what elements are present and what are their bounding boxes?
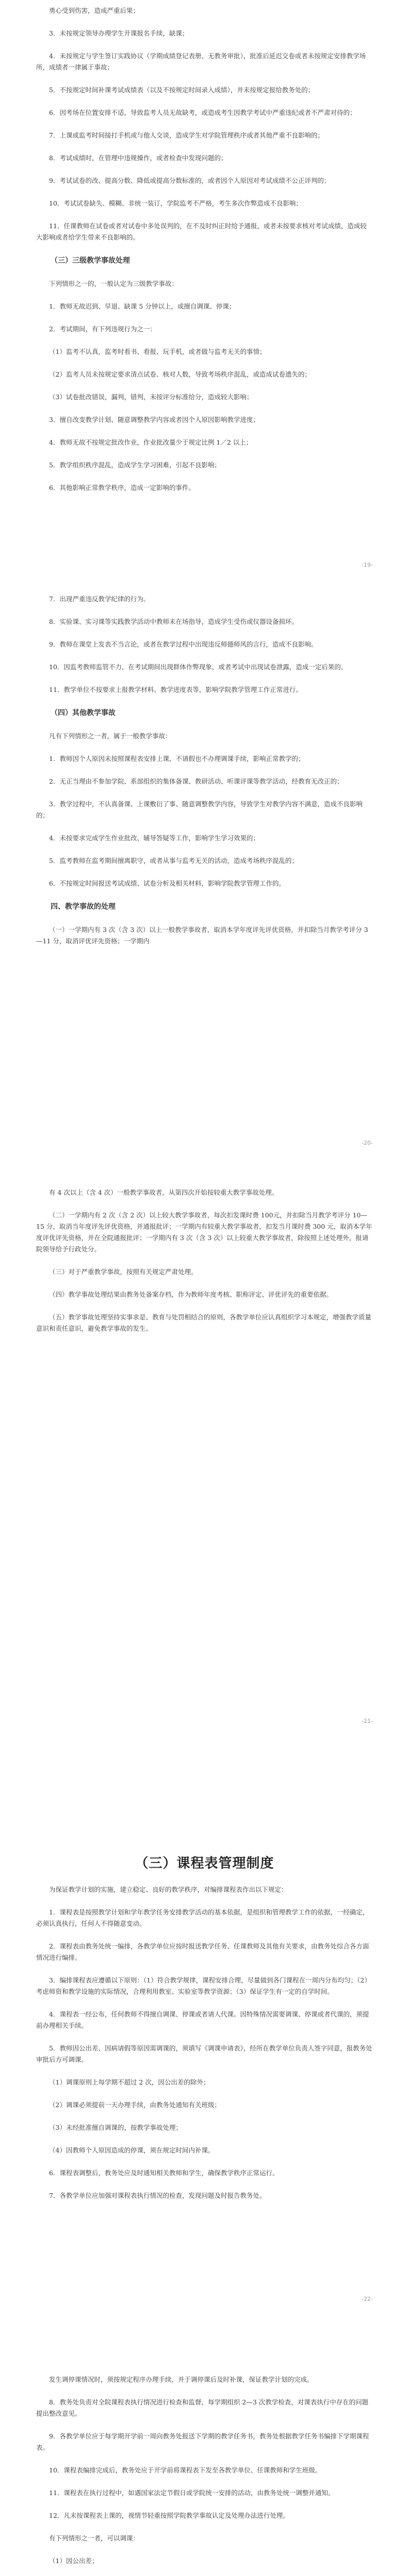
- paragraph: 5．监考教师在监考期间擅离职守，或者从事与监考无关的活动，造成考场秩序混乱的；: [49, 857, 298, 865]
- paragraph: 7．上课或监考时间接打手机或与他人交谈，造成学生对学院管理秩序或者其他严重不良影响的；: [49, 131, 324, 139]
- paragraph: （三）对于严重教学事故，按照有关规定严肃处理。: [49, 1268, 198, 1276]
- paragraph: 10．因监考教师监管不力，在考试期间出现群体作弊现象，或者考试中出现试卷泄露，造成一定后果的。: [49, 663, 348, 671]
- section-title: （三）课程表管理制度: [135, 1856, 274, 1871]
- paragraph: 1．教师因个人原因未按照课程表安排上课，不请假也不办理调课手续，影响正常教学的；: [49, 755, 305, 762]
- paragraph: （3）未经批准擅自调课的，按教学事故处理；: [49, 2124, 182, 2131]
- paragraph: 9．考试试卷的改、提高分数、降低或提高分数标准的，或者因个人原因对考试成绩不公正评判的；: [49, 177, 331, 184]
- paragraph: 4．教师无故不按规定批改作业，作业批改量少于规定比例 1／2 以上；: [49, 438, 253, 446]
- section-heading: （四）其他教学事故: [51, 709, 116, 717]
- paragraph: （四）教学事故处理结果由教务处备案存档，作为教师年度考核、职称评定、评优评先的重要依据。: [49, 1291, 333, 1298]
- paragraph: 9．教师在课堂上发表不当言论，或者在教学过程中出现违反师德师风的言行，造成不良影响。: [49, 640, 318, 648]
- paragraph: 3．教学过程中，不认真备课、上课敷衍了事、随意调整教学内容，导致学生对教学内容不满意，造成不良影响的；: [36, 800, 363, 819]
- paragraph: 7．各教学单位应加强对课程表执行情况的检查，发现问题及时报告教务处。: [49, 2192, 266, 2199]
- paragraph: 5．教学组织秩序混乱，造成学生学习困难，引起不良影响；: [49, 461, 221, 469]
- paragraph: （2）调课必须提前一天办理手续，由教务处通知有关班级；: [49, 2101, 221, 2109]
- section-heading: 四、教学事故的处理: [51, 903, 116, 911]
- paragraph: 凡有下列情形之一者，属于一般教学事故：: [49, 732, 172, 740]
- paragraph: 6．其他影响正常教学秩序，造成一定影响的事件。: [49, 484, 195, 492]
- paragraph: 勇心受到伤害，造成严重后果；: [49, 7, 140, 14]
- paragraph: 1．课程表是按照教学计划和学年教学任务安排教学活动的基本依据，是组织和管理教学工作的依据，一经确定，必须认真执行，任何人不得随意变动。: [36, 1908, 369, 1927]
- page-number: -22-: [362, 2296, 373, 2302]
- paragraph: 8．实验课、实习课等实践教学活动中教师未在场指导，造成学生受伤或仪器设备损坏。: [49, 618, 298, 625]
- paragraph: 8．教务处负责对全院课程表执行情况进行检查和监督，每学期组织 2—3 次教学检查，对课表执行中存在的问题提出整改意见。: [36, 2398, 369, 2417]
- paragraph: 有 4 次以上（含 4 次）一般教学事故者，从第四次开始按较重大教学事故处理。: [49, 1189, 279, 1196]
- paragraph: 3．未按规定领导办理学生开课报名手续，缺课；: [49, 29, 189, 37]
- page-number: -21-: [362, 1718, 373, 1724]
- paragraph: 4．未按规定与学生签订实践协议（学期成绩登记表册、无教务审批），批准后延迟交卷或者未按规定安排教学场所，成绩者一律属于事故；: [36, 52, 366, 71]
- paragraph: 5．教师因公出差、因病请假等原因需调课的，须填写《调课申请表》，经所在教学单位负责人签字同意，报教务处审批后方可调课。: [36, 2044, 372, 2063]
- paragraph: 1．教师无故迟到、早退、缺课 5 分钟以上，或擅自调课、停课；: [49, 302, 236, 310]
- paragraph: 10．考试试卷缺失、模糊、非统一装订，学院监考不严格，考生多次作弊造成不良影响；: [49, 199, 302, 207]
- paragraph: （五）教学事故处理坚持实事求是、教育与处罚相结合的原则，各教学单位应认真组织学习本规定，增强教学质量意识和责任意识，避免教学事故的发生。: [36, 1313, 372, 1332]
- paragraph: 6．因考场在位置安排不适，导致监考人员无故缺考，或造成考生因教学考试中严重违纪或者不严肃对待的；: [49, 109, 356, 116]
- paragraph: 2．考试期间，有下列违规行为之一：: [49, 325, 156, 333]
- paragraph: （1）监考不认真，监考时看书、看报、玩手机，或者做与监考无关的事情；: [49, 348, 266, 355]
- paragraph: 6．不按规定时间报送考试成绩、试卷分析及相关材料，影响学院教学管理工作的。: [49, 879, 285, 887]
- paragraph: （1）调课原则上每学期不超过 2 次，因公出差的除外；: [49, 2078, 210, 2086]
- paragraph: 6．课程表调整后，教务处应及时通知相关教师和学生，确保教学秩序正常运行。: [49, 2169, 279, 2177]
- page-number: -20-: [362, 1140, 373, 1146]
- paragraph: 10．课程表编排完成后，教务处应于开学前将课程表下发至各教学单位、任课教师和学生班级。: [49, 2466, 322, 2474]
- paragraph: 12．凡未按课程表上课的，视情节轻重按照学院教学事故认定及处理办法进行处理。: [49, 2512, 289, 2519]
- document-page-1: [0, 0, 409, 578]
- paragraph: 11．教学单位不按要求上报教学材料、教学进度表等，影响学院教学管理工作正常进行。: [49, 686, 302, 693]
- paragraph: 4．未按要求完成学生作业批改、辅导答疑等工作，影响学生学习效果的；: [49, 834, 259, 842]
- paragraph: （1）因公出差；: [49, 2557, 99, 2565]
- paragraph: （3）试卷批改错误，漏判，错判，未按评分标准给分，造成较大影响；: [49, 393, 253, 401]
- document-page-5: [0, 2312, 409, 2576]
- paragraph: 发生调停课情况时，须按规定程序办理手续，并于调停课后及时补课，保证教学计划的完成。: [49, 2376, 314, 2383]
- paragraph: 2．无正当理由不参加学院、系部组织的集体备课、教研活动、听课评课等教学活动，经教育无改正的；: [49, 777, 343, 785]
- paragraph: （二）一学期内有 2 次（含 2 次）以上较大教学事故者，每次扣发课时费 100元，并扣除当月教学考评分 10—15 分，取消当年度评先评优资格，并通报批评；一学期内有较重大教学事故者，扣发当月课时费 300 元，取消本学年度评优评先资格，并在全院通报批评；一学期内有 3 次（含 3 次）以上较重大教学事故者，除按照上述处理外，报请院领导给予行政处分。: [36, 1211, 372, 1253]
- paragraph: （2）监考人员未按规定要求清点试卷、核对人数，导致考场秩序混乱，或造成试卷遗失的；: [49, 370, 311, 378]
- paragraph: 3．编排课程表应遵循以下原则：（1）符合教学规律，课程安排合理，尽量做到各门课程在一周内分布均匀；（2）考虑师资和教学设施的实际情况，合理利用教室、实验室等教学资源；（3）保证学生有一定的自学时间。: [36, 1976, 371, 1995]
- document-page-2: [0, 578, 409, 1156]
- paragraph: 11．课程表在执行过程中，如遇国家法定节假日或学院统一安排的活动，由教务处统一调整并通知。: [49, 2489, 335, 2497]
- paragraph: 11．任课教师在试卷或者对试卷中多处误判的，在不及时纠正时给予通报，或者未按要求核对考试成绩，造成较大影响或者给学生带来不良影响的。: [36, 222, 367, 241]
- page-number: -19-: [362, 562, 373, 568]
- paragraph: 3．擅自改变教学计划、随意调整教学内容或者因个人原因影响教学进度；: [49, 416, 259, 423]
- paragraph: 为保证教学计划的实施，建立稳定、良好的教学秩序，对编排课程表作出以下规定：: [49, 1886, 288, 1893]
- document-page-3: [0, 1156, 409, 1734]
- document-page-4: [0, 1734, 409, 2312]
- paragraph: 2．课程表由教务处统一编排，各教学单位应按时报送教学任务、任课教师及其他有关要求，由教务处综合各方面情况进行编排。: [36, 1942, 369, 1961]
- paragraph: （4）因教师个人原因造成的停课，须在规定时间内补课。: [49, 2146, 215, 2154]
- paragraph: 4．课程表一经公布，任何教师不得擅自调课、停课或者请人代课。因特殊情况需要调课、停课或者代课的，须提前办理相关手续。: [36, 2010, 369, 2029]
- paragraph: 有下列情形之一者，可以调课：: [49, 2534, 140, 2542]
- paragraph: 7．出现严重违反教学纪律的行为。: [49, 595, 150, 603]
- paragraph: 8．考试成绩时，在管理中违规操作，或者检查中发现问题的；: [49, 154, 227, 162]
- paragraph: （一）一学期内有 3 次（含 3 次）以上一般教学事故者，取消本学年度评先评优资格，并扣除当月教学考评分 3—11 分，取消评优评先资格；一学期内: [36, 926, 368, 945]
- paragraph: 9．各教学单位应于每学期开学前一周向教务处报送下学期的教学任务书，教务处根据教学任务书编排下学期课程表。: [36, 2432, 369, 2451]
- paragraph: 下列情形之一的，一般认定为三级教学事故：: [49, 280, 178, 287]
- paragraph: 5．不按规定时间补课考试成绩表（以及不按规定时间录入成绩），并未按规定报给教务处的；: [49, 86, 315, 94]
- section-heading: （三）三级教学事故处理: [51, 257, 130, 265]
